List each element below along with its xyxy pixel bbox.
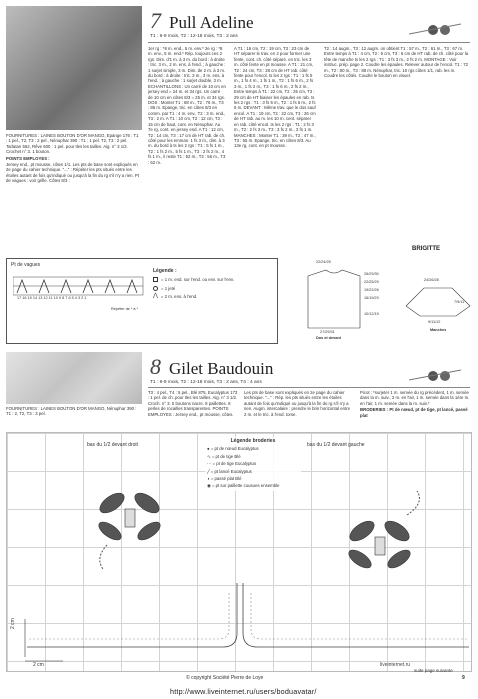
label-right-front: bas du 1/2 devant droit	[87, 442, 138, 448]
instructions-text-1: 1er rg : *8 m. end., 5 m. env.* 2e rg : *8 m. env., 5 m. end.* Rép. toujours ces 2 rgs. Dim. d'1 m. à 3 m. du bord : à droite : tric. 3 m., 2 m. ens. à l'end. ; à gauche : 1 surjet simple, 3 m. Dim. de 2 m. à 3 m. du bord : à droite : tric. 3 m., 3 m. ens. à l'end. ; à gauche : 1 surjet double, 3 m. ECHANTILLONS : Un carré de 10 cm en jersey end = 24 m. et 34 rgs. Un carré de 10 cm en côtes 8/3 = 25 m. et 34 rgs. DOS : Monter T1 : 68 m., T2 : 76 m., T3 : 86 m. Epange, tric. en côtes 8/3 en comm. par T1 : 4 m. env., T2 : 3 m. end., T3 : 2 m. A T1 : 10 cm, T2 : 12 cm, T3 : 15 cm de haut, cont. en Nénuphar. Au 7e rg, cont. en jersey end. A T1 : 12 cm, T2 : 14 cm, T3 : 17 cm de HT rab. de ch. côté pour les emman. 1 fs 3 m., dim. à 3 m. du bord à ts les 2 rgs : T1 : 5 fs 1 m., T2 : 1 fs 2 m., 5 fs 1 m., T3 : 2 fs 2 m., 4 fs 1 m., il reste T1 : 52 m., T2 : 56 m., T3 : 62 m.	[148, 46, 226, 165]
scale-horizontal-label: 2 cm	[33, 662, 44, 668]
legend-item: = 1 m. end. sur l'end. ou env. sur l'env.	[153, 277, 275, 282]
embroidery-grid	[6, 432, 472, 672]
straight-stitch-icon: ╱	[207, 468, 210, 474]
needles-icon	[405, 360, 463, 386]
author-credit: BRIGITTE	[412, 246, 440, 252]
garment-schematic: 22/24/25 26/29/30 22/25/29 19/22/26 16/19/23 10/12/15 27/29/31 Dos et devant 24/26/28 7/9/11 9/11/12 Manches	[286, 258, 472, 344]
column-materials-2	[6, 406, 140, 418]
legend-item: ◉ = pt sur paillette cousues ensemble	[207, 483, 280, 489]
column-instructions-2-3: Picot : *surjeter 1 m. semée du rg précédent, 1 m. semée dans la m. suiv., 3 m. en l'air, 1 m. semée dans la 1ère m. en l'air, 1 m. semée dans la m. suiv.* BRODERIES : Pt de nœud, pt de tige, pt lancé, passé plat	[360, 390, 470, 418]
legend-title: Légende :	[153, 268, 177, 274]
chart-legend	[153, 269, 275, 300]
points-text: Jersey end., pt mousse, côtes 1/1. Les pts de base sont expliqués en 2e page du cahier technique. "..." : Répéter les pts situés entre les étoiles autant de fois qu'indiqué ou jusqu'à la fin du rg s'il n'y a rien. Pt de vagues : voir grille. Côtes 8/3 :	[6, 162, 139, 184]
chart-title: Pt de vagues	[11, 262, 41, 268]
continued-note: suite page suivante	[414, 668, 453, 673]
label-left-front: bas du 1/2 devant gauche	[307, 442, 365, 448]
materials-text: FOURNITURES : LAINES BOUTON D'OR MANGO, Nénuphar 390 : T1 : 2, T2, T3 : 3 pel.	[6, 406, 137, 417]
product-photo-pull-adeline	[6, 6, 142, 130]
pattern-title: Gilet Baudouin	[169, 359, 274, 378]
dragonfly-left	[96, 489, 163, 543]
pattern-sizes: T1 : 6-9 mois, T2 : 12-18 mois, T3 : 2 ans, T4 : 4 ans	[150, 380, 262, 385]
scale-vertical-label: 2 cm	[10, 618, 16, 629]
product-photo-gilet-baudouin	[6, 352, 142, 404]
legend-item: ⋯ = pt de tige Eucalyptus	[207, 461, 257, 467]
decrease-icon: ⋀	[153, 293, 158, 300]
legend-item: ∿ = pt de tige Blé	[207, 453, 241, 459]
circle-icon	[153, 286, 158, 291]
stem-stitch-dark-icon: ⋯	[207, 461, 212, 467]
pattern-sizes: T1 : 6-9 mois, T2 : 12-18 mois, T3 : 2 ans	[150, 34, 238, 39]
materials-text: FOURNITURES : LAINES BOUTON D'OR MANGO, Epange 176 : T1 : 1 pel., T2, T3 : 2 pel., Nénuphar 390 : T1 : 1 pel. T2, T3 : 2 pel. Tarlatan 562, Rêve 500 : 1 pel. pour tles les tailles. Aig. n° 3 1/2. Crochet n° 3. 1 bouton.	[6, 133, 139, 155]
embroidery-motifs	[7, 433, 473, 673]
watermark: liveinternet.ru	[380, 662, 411, 668]
embroidery-legend: Légende broderies ● = pt de nœud Eucalyptus ∿ = pt de tige Blé ⋯ = pt de tige Eucalyptus ╱ = pt lancé Eucalyptus ◖ = passé plat Blé ◉ = pt sur paillette cousues ensemble	[205, 437, 301, 491]
pattern-number: 8	[150, 354, 161, 379]
schema-label-dos: Dos et devant	[316, 336, 341, 340]
chart-row-numbers: 17 16 15 14 13 12 11 10 9 8 7 6 5 4 3 2 1	[17, 296, 87, 300]
legend-item: ● = pt de nœud Eucalyptus	[207, 446, 259, 452]
stitch-chart-box	[6, 258, 278, 344]
instructions-text-3: T2 : 14 augm., T3 : 12 augm. on obtient T1 : 57 m., T2 : 61 m., T3 : 67 m. Entre temps à T1 : 4 cm, T2 : 5 cm, T3 : 6 cm de HT rab. de ch. côté pour la tête de manche ts les 2 rgs : T1 : 3 fs 3 m., 2 fs 2 m. MONTAGE : Voir instruc. prép. page 2. Coudre les épaules. Relever autour de l'encol. T1 : 72 m., T2 : 80 m., T3 : 88 m. Nénuphar, tric. 10 rgs côtes 1/1, rab. les m. Coudre les côtés. Coudre le bouton en visuel.	[324, 46, 469, 79]
column-instructions-1	[148, 46, 226, 244]
legend-item: ⋀ = 2 m. ens. à l'end.	[153, 293, 198, 300]
points-heading: POINTS EMPLOYES :	[6, 155, 50, 161]
chart-repeat-note: Répéter de * à *	[111, 307, 139, 311]
column-instructions-2-2: Les pts de base sont expliqués en 2e page du cahier technique. "..." : Rép. les pts situés entre les étoiles autant de fois qu'indiqué ou jusqu'à la fin du rg s'il n'y a rien. Augm. intercalaire : prendre le brin horizontal entre 2 m. et le tric. à l'end. torse.	[244, 390, 351, 417]
pattern-title: Pull Adeline	[169, 13, 254, 32]
column-instructions-2-1: T3 : 4 pel., T4 : 5 pel., Blé 875, Eucalyptus 173 : 1 pel. de ch. pour tles les tailles. Aig. n° 3 1/2. Croch. n° 3. 5 boutons nacre. 8 paillettes. 8 perles de rocailles transparentes. POINTS EMPLOYES : Jersey end., pt mousse, côtes.	[148, 390, 238, 417]
header-divider	[148, 42, 470, 43]
copyright: © copyright Société Pierre de Loye	[186, 675, 264, 681]
column-instructions-3	[324, 46, 470, 244]
instructions-text-2: A T1 : 16 cm, T2 : 19 cm, T3 : 23 cm de HT séparer le trav. en 2 pour former une fente, cont. ch. côté séparé. en tric. les 3 m. côté fente en pt mousse. A T1 : 21 cm, T2 : 24 cm, T3 : 28 cm de HT rab. côté fente pour l'encol. ts les 2 rgs : T1 : 1 fs 5 m., 1 fs 4 m., 1 fs 1 m., T2 : 1 fs 6 m., 2 fs 3 m., 1 fs 2 m., T3 : 1 fs 6 m., 2 fs 2 m., Entre temps à T1 : 22 cm, T2 : 25 cm, T3 : 29 cm de HT biaiser les épaules en rab. ts les 2 rgs : T1 : 3 fs 5 m., T2 : 1 fs 6 m., 2 fs 5 m. DEVANT : Même trav. que le dos sauf encol. A T1 : 19 cm, T2 : 22 cm, T3 : 26 cm de HT rab. au m. les 10 m. cent. séparer en rab. côté encol. ts les 2 rgs : T1 : 2 fs 3 m., T2 : 2 fs 3 m., T3 : 3 fs 2 m., 3 fs 1 m. MANCHES : Monter T1 : 39 m., T2 : 47 m., T3 : 55 m. Epange, tric. en côtes 8/3. Au 13e rg, cont. en pt mousse.	[234, 46, 316, 149]
dragonfly-right	[346, 517, 413, 571]
satin-stitch-icon: ◖	[207, 476, 210, 482]
page-number: 9	[462, 675, 465, 681]
column-materials	[6, 133, 140, 185]
column-instructions-2	[234, 46, 316, 244]
legend-item: ◖ = passé plat Blé	[207, 476, 242, 482]
legend-item: ╱ = pt lancé Eucalyptus	[207, 468, 252, 474]
empty-square-icon	[153, 277, 158, 282]
needles-icon	[405, 14, 463, 40]
header-divider	[148, 387, 470, 388]
schema-label-manches: Manches	[430, 328, 447, 332]
source-url[interactable]: http://www.liveinternet.ru/users/boduavatar/	[170, 687, 317, 696]
knot-stitch-icon: ●	[207, 446, 210, 452]
sequin-icon: ◉	[207, 483, 211, 489]
stem-stitch-icon: ∿	[207, 453, 211, 459]
legend-item: = 1 jeté	[153, 286, 275, 291]
pattern-number: 7	[150, 8, 161, 33]
